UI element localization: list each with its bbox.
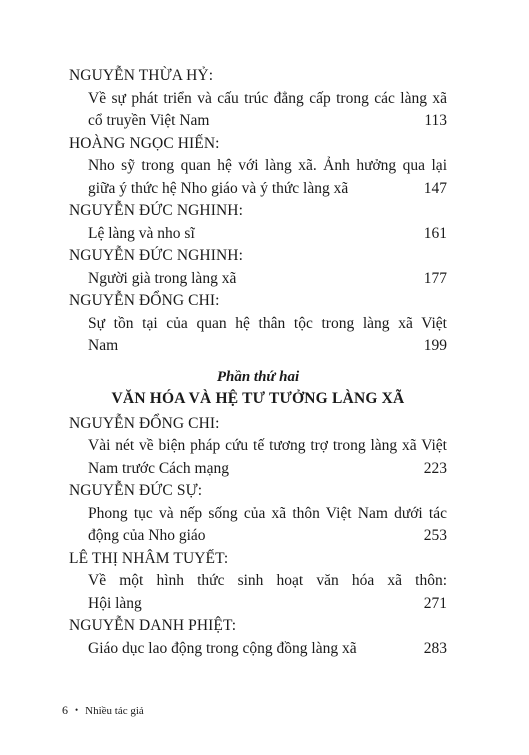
entry-title-line: Nho sỹ trong quan hệ với làng xã. Ảnh hưởng qua lại bbox=[88, 157, 447, 174]
table-of-contents bbox=[69, 65, 447, 660]
entry-title-line-row bbox=[88, 593, 447, 616]
entry-title-line: Hội làng bbox=[88, 594, 142, 612]
entry-title-block bbox=[69, 570, 447, 615]
entry-author: NGUYỄN DANH PHIỆT: bbox=[69, 617, 237, 634]
entry-title-line: Người già trong làng xã bbox=[88, 269, 237, 287]
entry-title-line: Về sự phát triển và cấu trúc đẳng cấp trong các làng xã bbox=[88, 89, 447, 107]
toc-entry bbox=[69, 548, 447, 616]
toc-entry bbox=[69, 615, 447, 660]
entry-title-line: Giáo dục lao động trong cộng đồng làng xã bbox=[88, 639, 357, 657]
entry-page-number: 271 bbox=[423, 594, 447, 612]
entry-title-line: Phong tục và nếp sống của xã thôn Việt Nam dưới tác bbox=[88, 504, 447, 522]
entry-title-line: Sự tồn tại của quan hệ thân tộc trong làng xã Việt bbox=[88, 314, 447, 332]
part-title: VĂN HÓA VÀ HỆ TƯ TƯỞNG LÀNG XÃ bbox=[111, 389, 405, 407]
entry-title-block bbox=[69, 503, 447, 548]
page-footer bbox=[62, 703, 144, 718]
entry-author: HOÀNG NGỌC HIẾN: bbox=[69, 134, 220, 152]
entry-author: NGUYỄN ĐỨC SỰ: bbox=[69, 482, 203, 499]
entry-title-line-row bbox=[88, 570, 447, 593]
entry-title-line-row bbox=[88, 178, 447, 201]
entry-title-line-row bbox=[88, 268, 447, 291]
entry-title-block bbox=[69, 223, 447, 246]
entry-title-line: cổ truyền Việt Nam bbox=[88, 112, 210, 129]
entry-title-line-row bbox=[88, 503, 447, 526]
toc-entry bbox=[69, 290, 447, 358]
toc-entry bbox=[69, 65, 447, 133]
entry-page-number: 283 bbox=[423, 639, 447, 657]
entry-author: NGUYỄN ĐỨC NGHINH: bbox=[69, 202, 243, 219]
entry-author: NGUYỄN ĐỔNG CHI: bbox=[69, 414, 220, 432]
entry-title-block bbox=[69, 638, 447, 661]
entry-title-block bbox=[69, 155, 447, 200]
toc-entry bbox=[69, 245, 447, 290]
entry-title-line-row bbox=[88, 155, 447, 178]
entry-title-block bbox=[69, 268, 447, 291]
part-label: Phần thứ hai bbox=[216, 368, 300, 385]
entry-page-number: 113 bbox=[424, 112, 447, 129]
entry-author: NGUYỄN ĐỨC NGHINH: bbox=[69, 247, 243, 264]
entry-page-number: 177 bbox=[423, 269, 447, 287]
entry-title-line-row bbox=[88, 223, 447, 246]
section-heading bbox=[69, 366, 447, 410]
entry-page-number: 253 bbox=[423, 527, 447, 544]
footer-bullet: • bbox=[75, 705, 79, 715]
entry-page-number: 161 bbox=[423, 224, 447, 242]
entry-title-line-row bbox=[88, 638, 447, 661]
toc-entry bbox=[69, 413, 447, 481]
toc-part-two-entries bbox=[69, 413, 447, 661]
entry-title-line-row bbox=[88, 110, 447, 133]
entry-title-line-row bbox=[88, 335, 447, 358]
entry-title-block bbox=[69, 435, 447, 480]
entry-title-line-row bbox=[88, 88, 447, 111]
entry-author: NGUYỄN THỪA HỶ: bbox=[69, 67, 214, 84]
footer-page-number: 6 bbox=[62, 703, 68, 717]
entry-title-line-row bbox=[88, 525, 447, 548]
toc-entry bbox=[69, 200, 447, 245]
entry-author: LÊ THỊ NHÂM TUYẾT: bbox=[69, 549, 229, 567]
toc-entry bbox=[69, 133, 447, 201]
entry-title-line-row bbox=[88, 458, 447, 481]
entry-title-line: Về một hình thức sinh hoạt văn hóa xã thôn: bbox=[88, 572, 447, 589]
entry-title-line: động của Nho giáo bbox=[88, 527, 206, 544]
entry-author: NGUYỄN ĐỔNG CHI: bbox=[69, 292, 220, 309]
entry-page-number: 199 bbox=[423, 337, 447, 354]
entry-title-line: Nam trước Cách mạng bbox=[88, 459, 229, 477]
toc-entry bbox=[69, 480, 447, 548]
entry-title-line: Nam bbox=[88, 337, 119, 354]
entry-title-block bbox=[69, 88, 447, 133]
entry-title-line-row bbox=[88, 313, 447, 336]
entry-title-line: Vài nét về biện pháp cứu tế tương trợ trong làng xã Việt bbox=[88, 437, 447, 454]
entry-page-number: 147 bbox=[423, 179, 447, 197]
entry-title-line: Lệ làng và nho sĩ bbox=[88, 224, 195, 242]
entry-title-line-row bbox=[88, 435, 447, 458]
footer-book-author: Nhiều tác giả bbox=[85, 705, 144, 717]
toc-part-one-entries bbox=[69, 65, 447, 358]
entry-title-line: giữa ý thức hệ Nho giáo và ý thức làng xã bbox=[88, 179, 349, 197]
entry-title-block bbox=[69, 313, 447, 358]
entry-page-number: 223 bbox=[423, 459, 447, 477]
